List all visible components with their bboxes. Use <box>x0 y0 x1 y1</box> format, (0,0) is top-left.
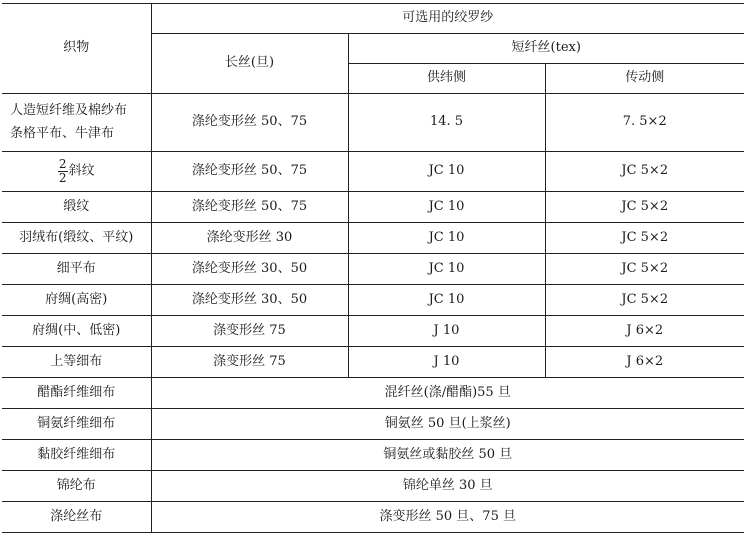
fabric-cell: 铜氨纤维细布 <box>2 409 151 440</box>
fabric-cell: 府绸(中、低密) <box>2 316 151 347</box>
supply-cell: JC 10 <box>348 285 545 316</box>
supply-cell: JC 10 <box>348 254 545 285</box>
fabric-cell: 锦纶布 <box>2 471 151 502</box>
merged-value-cell: 混纤丝(涤/醋酯)55 旦 <box>151 378 744 409</box>
table-row <box>2 94 744 152</box>
merged-value-cell: 铜氨丝或黏胶丝 50 旦 <box>151 440 744 471</box>
drive-cell: JC 5×2 <box>545 254 744 285</box>
drive-cell: JC 5×2 <box>545 192 744 223</box>
filament-cell: 涤变形丝 75 <box>151 316 348 347</box>
fraction-denominator: 2 <box>58 171 67 185</box>
header-filament: 长丝(旦) <box>151 34 348 94</box>
table-row <box>2 347 744 378</box>
merged-value-cell: 铜氨丝 50 旦(上浆丝) <box>151 409 744 440</box>
drive-cell: J 6×2 <box>545 316 744 347</box>
header-leno-yarn: 可选用的绞罗纱 <box>151 4 744 34</box>
table-row <box>2 409 744 440</box>
drive-cell: 7. 5×2 <box>545 94 744 152</box>
merged-value-cell: 锦纶单丝 30 旦 <box>151 471 744 502</box>
table-row <box>2 254 744 285</box>
filament-cell: 涤纶变形丝 50、75 <box>151 192 348 223</box>
header-fabric: 织物 <box>2 4 151 94</box>
fabric-cell <box>2 152 151 192</box>
fabric-cell: 黏胶纤维细布 <box>2 440 151 471</box>
filament-cell: 涤纶变形丝 30、50 <box>151 285 348 316</box>
supply-cell: JC 10 <box>348 192 545 223</box>
header-drive-side: 传动侧 <box>545 64 744 94</box>
fabric-cell: 缎纹 <box>2 192 151 223</box>
filament-cell: 涤纶变形丝 50、75 <box>151 94 348 152</box>
supply-cell: J 10 <box>348 347 545 378</box>
fabric-cell: 细平布 <box>2 254 151 285</box>
fabric-line-2: 条格平布、牛津布 <box>10 125 115 141</box>
fabric-cell: 醋酯纤维细布 <box>2 378 151 409</box>
fabric-line-1: 人造短纤维及棉纱布 <box>10 103 128 119</box>
filament-cell: 涤纶变形丝 30 <box>151 223 348 254</box>
table-row <box>2 440 744 471</box>
fraction-numerator: 2 <box>58 157 67 172</box>
fabric-cell: 涤纶丝布 <box>2 502 151 533</box>
header-staple: 短纤丝(tex) <box>348 34 744 64</box>
merged-value-cell: 涤变形丝 50 旦、75 旦 <box>151 502 744 533</box>
filament-cell: 涤变形丝 75 <box>151 347 348 378</box>
supply-cell: 14. 5 <box>348 94 545 152</box>
table-row <box>2 316 744 347</box>
leno-yarn-table <box>2 3 744 533</box>
table-row <box>2 502 744 533</box>
table-row <box>2 192 744 223</box>
header-row-1 <box>2 4 744 34</box>
supply-cell: J 10 <box>348 316 545 347</box>
supply-cell: JC 10 <box>348 152 545 192</box>
filament-cell: 涤纶变形丝 50、75 <box>151 152 348 192</box>
filament-cell: 涤纶变形丝 30、50 <box>151 254 348 285</box>
drive-cell: J 6×2 <box>545 347 744 378</box>
supply-cell: JC 10 <box>348 223 545 254</box>
fabric-cell <box>2 94 151 152</box>
table-row <box>2 378 744 409</box>
fabric-cell: 羽绒布(缎纹、平纹) <box>2 223 151 254</box>
table-row <box>2 223 744 254</box>
fabric-cell: 上等细布 <box>2 347 151 378</box>
table-row <box>2 152 744 192</box>
header-supply-side: 供纬侧 <box>348 64 545 94</box>
drive-cell: JC 5×2 <box>545 223 744 254</box>
drive-cell: JC 5×2 <box>545 152 744 192</box>
table-row <box>2 285 744 316</box>
fabric-cell: 府绸(高密) <box>2 285 151 316</box>
drive-cell: JC 5×2 <box>545 285 744 316</box>
table-row <box>2 471 744 502</box>
fabric-suffix: 斜纹 <box>68 164 95 179</box>
twill-fraction <box>58 158 68 184</box>
